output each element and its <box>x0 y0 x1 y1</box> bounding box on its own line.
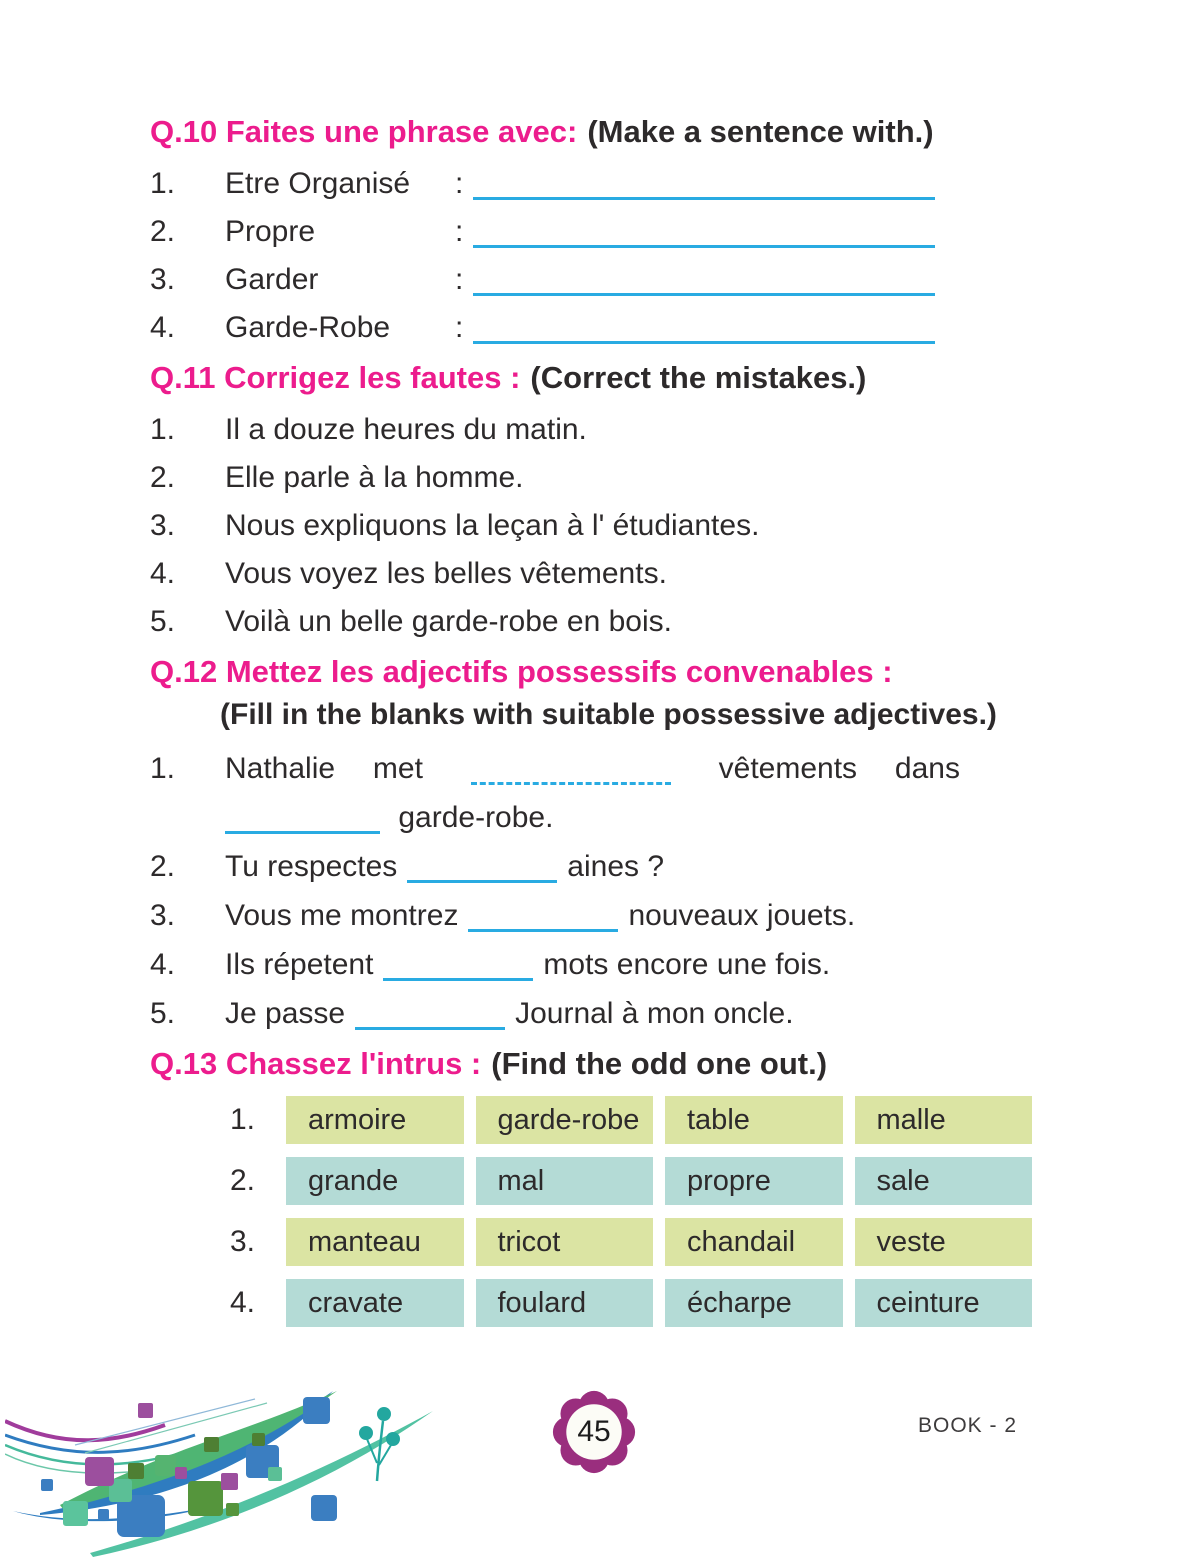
q12-heading-english: (Fill in the blanks with suitable possessive adjectives.) <box>220 698 997 731</box>
word-box[interactable]: table <box>665 1096 843 1144</box>
item-colon: : <box>455 167 464 200</box>
q12-heading <box>150 652 1042 692</box>
list-item <box>150 406 1042 454</box>
word-box[interactable]: manteau <box>286 1218 464 1266</box>
item-number: 3. <box>150 899 176 932</box>
sentence: Vous voyez les belles vêtements. <box>225 557 667 590</box>
answer-line[interactable] <box>473 341 935 344</box>
word-box[interactable]: sale <box>855 1157 1033 1205</box>
table-row <box>230 1279 1032 1327</box>
item-term: Garder <box>225 263 319 296</box>
list-item <box>150 304 1042 352</box>
item-number: 5. <box>150 605 176 638</box>
section-q10 <box>150 112 1042 352</box>
item-number: 1. <box>150 752 176 785</box>
item-number: 2. <box>150 215 176 248</box>
item-term: Propre <box>225 215 316 248</box>
sentence-post: aines ? <box>567 850 665 883</box>
word-box[interactable]: foulard <box>476 1279 654 1327</box>
table-row <box>230 1157 1032 1205</box>
sentence-pre: Vous me montrez <box>225 899 459 932</box>
item-number: 4. <box>150 311 176 344</box>
word-box[interactable]: chandail <box>665 1218 843 1266</box>
item-colon: : <box>455 311 464 344</box>
word-box[interactable]: ceinture <box>855 1279 1033 1327</box>
blank-field[interactable] <box>471 782 671 785</box>
q13-heading-french: Q.13 Chassez l'intrus : <box>150 1046 482 1081</box>
q10-heading <box>150 112 1042 152</box>
item-number: 2. <box>150 461 176 494</box>
q11-heading-english: (Correct the mistakes.) <box>530 360 867 395</box>
q13-heading <box>150 1044 1042 1084</box>
item-number: 4. <box>150 557 176 590</box>
answer-line[interactable] <box>473 245 935 248</box>
list-item <box>150 842 1042 891</box>
item-number: 5. <box>150 997 176 1030</box>
table-row <box>230 1096 1032 1144</box>
page-number: 45 <box>577 1415 611 1448</box>
page-content <box>150 112 1042 1340</box>
word-box[interactable]: tricot <box>476 1218 654 1266</box>
word-box[interactable]: malle <box>855 1096 1033 1144</box>
item-colon: : <box>455 215 464 248</box>
item-colon: : <box>455 263 464 296</box>
page-number-badge <box>551 1389 637 1475</box>
q11-heading <box>150 358 1042 398</box>
word-box[interactable]: armoire <box>286 1096 464 1144</box>
list-item <box>150 989 1042 1038</box>
row-number: 2. <box>230 1164 256 1197</box>
answer-line[interactable] <box>473 293 935 296</box>
blank-field[interactable] <box>355 1027 505 1030</box>
item-number: 2. <box>150 850 176 883</box>
list-item <box>150 940 1042 989</box>
table-row <box>230 1218 1032 1266</box>
word-box[interactable]: écharpe <box>665 1279 843 1327</box>
list-item <box>150 550 1042 598</box>
item-number: 3. <box>150 263 176 296</box>
sentence: Il a douze heures du matin. <box>225 413 587 446</box>
item-term: Etre Organisé <box>225 167 411 200</box>
sentence: Elle parle à la homme. <box>225 461 524 494</box>
list-item <box>150 744 1042 842</box>
list-item <box>150 891 1042 940</box>
sentence-pre: Je passe <box>225 997 346 1030</box>
row-number: 4. <box>230 1286 256 1319</box>
word-box[interactable]: cravate <box>286 1279 464 1327</box>
sentence-post: Journal à mon oncle. <box>515 997 794 1030</box>
odd-one-out-table <box>230 1096 1032 1327</box>
word-box[interactable]: propre <box>665 1157 843 1205</box>
q10-heading-english: (Make a sentence with.) <box>587 114 934 149</box>
item-number: 1. <box>150 413 176 446</box>
sentence-pre: Ils répetent <box>225 948 374 981</box>
item-number: 4. <box>150 948 176 981</box>
q11-heading-french: Q.11 Corrigez les fautes : <box>150 360 521 395</box>
footer-decoration-icon <box>5 1383 445 1558</box>
sentence-post: garde-robe. <box>398 801 554 834</box>
word-box[interactable]: mal <box>476 1157 654 1205</box>
answer-line[interactable] <box>473 197 935 200</box>
blank-field[interactable] <box>468 929 618 932</box>
item-number: 1. <box>150 167 176 200</box>
sentence-pre: Tu respectes <box>225 850 398 883</box>
list-item <box>150 454 1042 502</box>
row-number: 3. <box>230 1225 256 1258</box>
q12-heading-french: Q.12 Mettez les adjectifs possessifs convenables : <box>150 654 893 689</box>
section-q13 <box>150 1044 1042 1327</box>
sentence-post: vêtements dans <box>718 752 960 785</box>
list-item <box>150 160 1042 208</box>
blank-field[interactable] <box>383 978 533 981</box>
list-item <box>150 502 1042 550</box>
item-term: Garde-Robe <box>225 311 391 344</box>
sentence-pre: Nathalie met <box>225 752 423 785</box>
sentence: Voilà un belle garde-robe en bois. <box>225 605 672 638</box>
sentence-post: nouveaux jouets. <box>628 899 856 932</box>
word-box[interactable]: veste <box>855 1218 1033 1266</box>
sentence-post: mots encore une fois. <box>543 948 831 981</box>
section-q12 <box>150 652 1042 1038</box>
list-item <box>150 256 1042 304</box>
section-q11 <box>150 358 1042 646</box>
blank-field[interactable] <box>225 831 380 834</box>
q13-heading-english: (Find the odd one out.) <box>491 1046 828 1081</box>
item-number: 3. <box>150 509 176 542</box>
book-label: BOOK - 2 <box>918 1414 1018 1437</box>
word-box[interactable]: garde-robe <box>476 1096 654 1144</box>
q10-heading-french: Q.10 Faites une phrase avec: <box>150 114 578 149</box>
list-item <box>150 598 1042 646</box>
sentence: Nous expliquons la leçan à l' étudiantes. <box>225 509 760 542</box>
list-item <box>150 208 1042 256</box>
blank-field[interactable] <box>407 880 557 883</box>
row-number: 1. <box>230 1103 256 1136</box>
word-box[interactable]: grande <box>286 1157 464 1205</box>
